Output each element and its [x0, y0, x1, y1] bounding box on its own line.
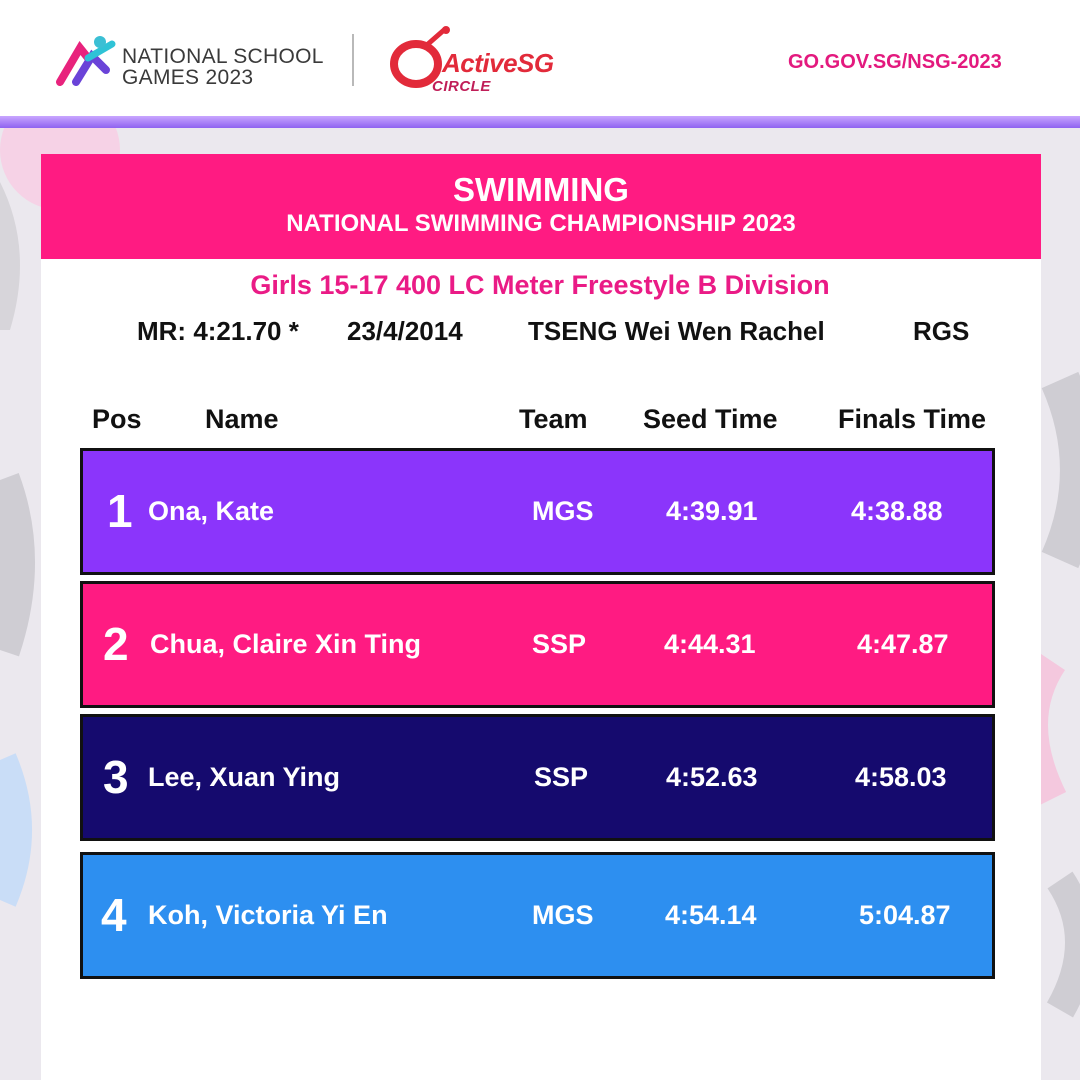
result-seed-time: 4:52.63 — [666, 762, 758, 792]
activesg-circle-label: CIRCLE — [432, 78, 491, 95]
header-accent-line — [0, 116, 1080, 128]
website-url[interactable]: GO.GOV.SG/NSG-2023 — [788, 51, 1002, 73]
result-team: SSP — [534, 762, 589, 792]
result-seed-time: 4:54.14 — [665, 900, 757, 930]
result-row-4 — [80, 852, 995, 979]
competition-title: NATIONAL SWIMMING CHAMPIONSHIP 2023 — [286, 210, 796, 237]
result-name: Lee, Xuan Ying — [148, 762, 341, 792]
meet-record-holder: TSENG Wei Wen Rachel — [528, 316, 825, 346]
result-row-2 — [80, 581, 995, 708]
result-position: 3 — [103, 751, 129, 803]
result-team: SSP — [532, 629, 587, 659]
column-header-finals-time: Finals Time — [838, 404, 987, 434]
result-team: MGS — [532, 900, 594, 930]
column-header-name: Name — [205, 404, 279, 434]
result-name: Koh, Victoria Yi En — [148, 900, 388, 930]
result-name: Chua, Claire Xin Ting — [150, 629, 422, 659]
brand-line-2: GAMES 2023 — [122, 66, 254, 89]
result-finals-time: 4:58.03 — [855, 762, 947, 792]
result-row-3 — [80, 714, 995, 841]
result-seed-time: 4:44.31 — [664, 629, 756, 659]
sport-banner — [41, 154, 1041, 259]
header-divider — [352, 34, 354, 86]
column-header-pos: Pos — [92, 404, 142, 434]
result-team: MGS — [532, 496, 594, 526]
result-finals-time: 4:38.88 — [851, 496, 943, 526]
result-finals-time: 5:04.87 — [859, 900, 951, 930]
meet-record-time: MR: 4:21.70 * — [137, 316, 299, 346]
result-position: 1 — [107, 485, 133, 537]
sport-title: SWIMMING — [453, 171, 629, 208]
brand-line-1: NATIONAL SCHOOL — [122, 45, 324, 68]
result-seed-time: 4:39.91 — [666, 496, 758, 526]
event-title: Girls 15-17 400 LC Meter Freestyle B Division — [250, 270, 830, 300]
result-finals-time: 4:47.87 — [857, 629, 949, 659]
result-position: 2 — [103, 618, 129, 670]
meet-record-team: RGS — [913, 316, 970, 346]
result-position: 4 — [101, 889, 127, 941]
result-row-1 — [80, 448, 995, 575]
meet-record-date: 23/4/2014 — [347, 316, 463, 346]
national-school-games-text — [122, 46, 324, 88]
column-header-seed-time: Seed Time — [643, 404, 778, 434]
column-header-team: Team — [519, 404, 588, 434]
header-bar — [0, 0, 1080, 116]
national-school-games-logo-icon — [56, 34, 118, 86]
result-name: Ona, Kate — [148, 496, 275, 526]
activesg-name: ActiveSG — [442, 48, 554, 78]
